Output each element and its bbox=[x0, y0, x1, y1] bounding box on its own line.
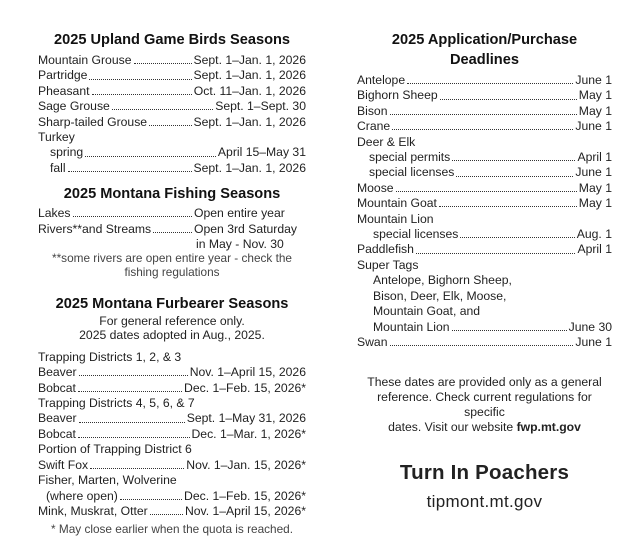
rivers-value-line2: in May - Nov. 30 bbox=[196, 237, 284, 252]
deadlines-list bbox=[357, 73, 612, 350]
list-item: Lakes Open entire year bbox=[38, 206, 285, 221]
list-item: Bighorn Sheep May 1 bbox=[357, 88, 612, 103]
list-item: spring April 15–May 31 bbox=[50, 145, 306, 160]
list-item: Swan June 1 bbox=[357, 334, 612, 349]
super-tags-line: Bison, Deer, Elk, Moose, bbox=[373, 288, 507, 303]
group-header: Portion of Trapping District 6 bbox=[38, 442, 192, 457]
list-item: Rivers**and Streams Open 3rd Saturday bbox=[38, 221, 297, 236]
list-item: Paddlefish April 1 bbox=[357, 242, 612, 257]
upland-title: 2025 Upland Game Birds Seasons bbox=[53, 32, 291, 48]
furbearer-footnote: * May close earlier when the quota is reached. bbox=[51, 522, 293, 537]
list-item: Antelope June 1 bbox=[357, 73, 612, 87]
fishing-note-line1: **some rivers are open entire year - check the bbox=[52, 251, 292, 266]
fishing-list bbox=[38, 206, 306, 279]
list-item: Swift Fox Nov. 1–Jan. 15, 2026* bbox=[38, 457, 306, 472]
upland-list bbox=[38, 53, 306, 176]
list-item: (where open) Dec. 1–Feb. 15, 2026* bbox=[46, 488, 306, 503]
list-item: special licenses Aug. 1 bbox=[373, 227, 612, 242]
list-item: Moose May 1 bbox=[357, 180, 612, 195]
furbearer-subtitle-line2: 2025 dates adopted in Aug., 2025. bbox=[79, 328, 265, 343]
list-item: special permits April 1 bbox=[369, 150, 612, 165]
list-item: special licenses June 1 bbox=[369, 165, 612, 180]
list-item: Sharp-tailed Grouse Sept. 1–Jan. 1, 2026 bbox=[38, 114, 306, 129]
list-item: Sage Grouse Sept. 1–Sept. 30 bbox=[38, 99, 306, 114]
deer-elk-label: Deer & Elk bbox=[357, 134, 416, 149]
super-tags-line: Mountain Goat, and bbox=[373, 304, 481, 319]
furbearer-list bbox=[38, 350, 306, 537]
list-item: Mink, Muskrat, Otter Nov. 1–April 15, 2026* bbox=[38, 503, 306, 518]
list-item: Beaver Nov. 1–April 15, 2026 bbox=[38, 365, 306, 380]
list-item: fall Sept. 1–Jan. 1, 2026 bbox=[50, 160, 306, 175]
list-item: Pheasant Oct. 11–Jan. 1, 2026 bbox=[38, 83, 306, 98]
super-tags-label: Super Tags bbox=[357, 257, 419, 272]
list-item: Mountain Grouse Sept. 1–Jan. 1, 2026 bbox=[38, 53, 306, 67]
list-item: Beaver Sept. 1–May 31, 2026 bbox=[38, 411, 306, 426]
fishing-note-line2: fishing regulations bbox=[124, 265, 220, 280]
super-tags-line: Antelope, Bighorn Sheep, bbox=[373, 273, 512, 288]
left-column bbox=[38, 30, 306, 537]
fishing-title: 2025 Montana Fishing Seasons bbox=[63, 186, 281, 203]
list-item: Bison May 1 bbox=[357, 103, 612, 118]
tip-url[interactable]: tipmont.mt.gov bbox=[426, 492, 543, 512]
website-link[interactable]: fwp.mt.gov bbox=[516, 420, 581, 435]
right-column bbox=[357, 30, 612, 514]
furbearer-subtitle-line1: For general reference only. bbox=[99, 313, 245, 328]
list-item: Partridge Sept. 1–Jan. 1, 2026 bbox=[38, 68, 306, 83]
deadlines-disclaimer: These dates are provided only as a general reference. Check current regulations for specific dates. Visit our website fwp.mt.gov bbox=[367, 375, 602, 435]
list-item: Mountain Lion June 30 bbox=[373, 319, 612, 334]
mountain-lion-label: Mountain Lion bbox=[357, 211, 434, 226]
fisher-label: Fisher, Marten, Wolverine bbox=[38, 473, 177, 488]
list-item: Bobcat Dec. 1–Feb. 15, 2026* bbox=[38, 380, 306, 395]
turkey-label: Turkey bbox=[38, 130, 75, 145]
deadlines-title: 2025 Application/Purchase Deadlines bbox=[391, 32, 578, 68]
list-item: Bobcat Dec. 1–Mar. 1, 2026* bbox=[38, 426, 306, 441]
group-header: Trapping Districts 1, 2, & 3 bbox=[38, 349, 182, 364]
group-header: Trapping Districts 4, 5, 6, & 7 bbox=[38, 396, 195, 411]
list-item: Mountain Goat May 1 bbox=[357, 196, 612, 211]
list-item: Crane June 1 bbox=[357, 119, 612, 134]
turn-in-poachers-title: Turn In Poachers bbox=[399, 461, 570, 485]
furbearer-title: 2025 Montana Furbearer Seasons bbox=[55, 295, 289, 312]
